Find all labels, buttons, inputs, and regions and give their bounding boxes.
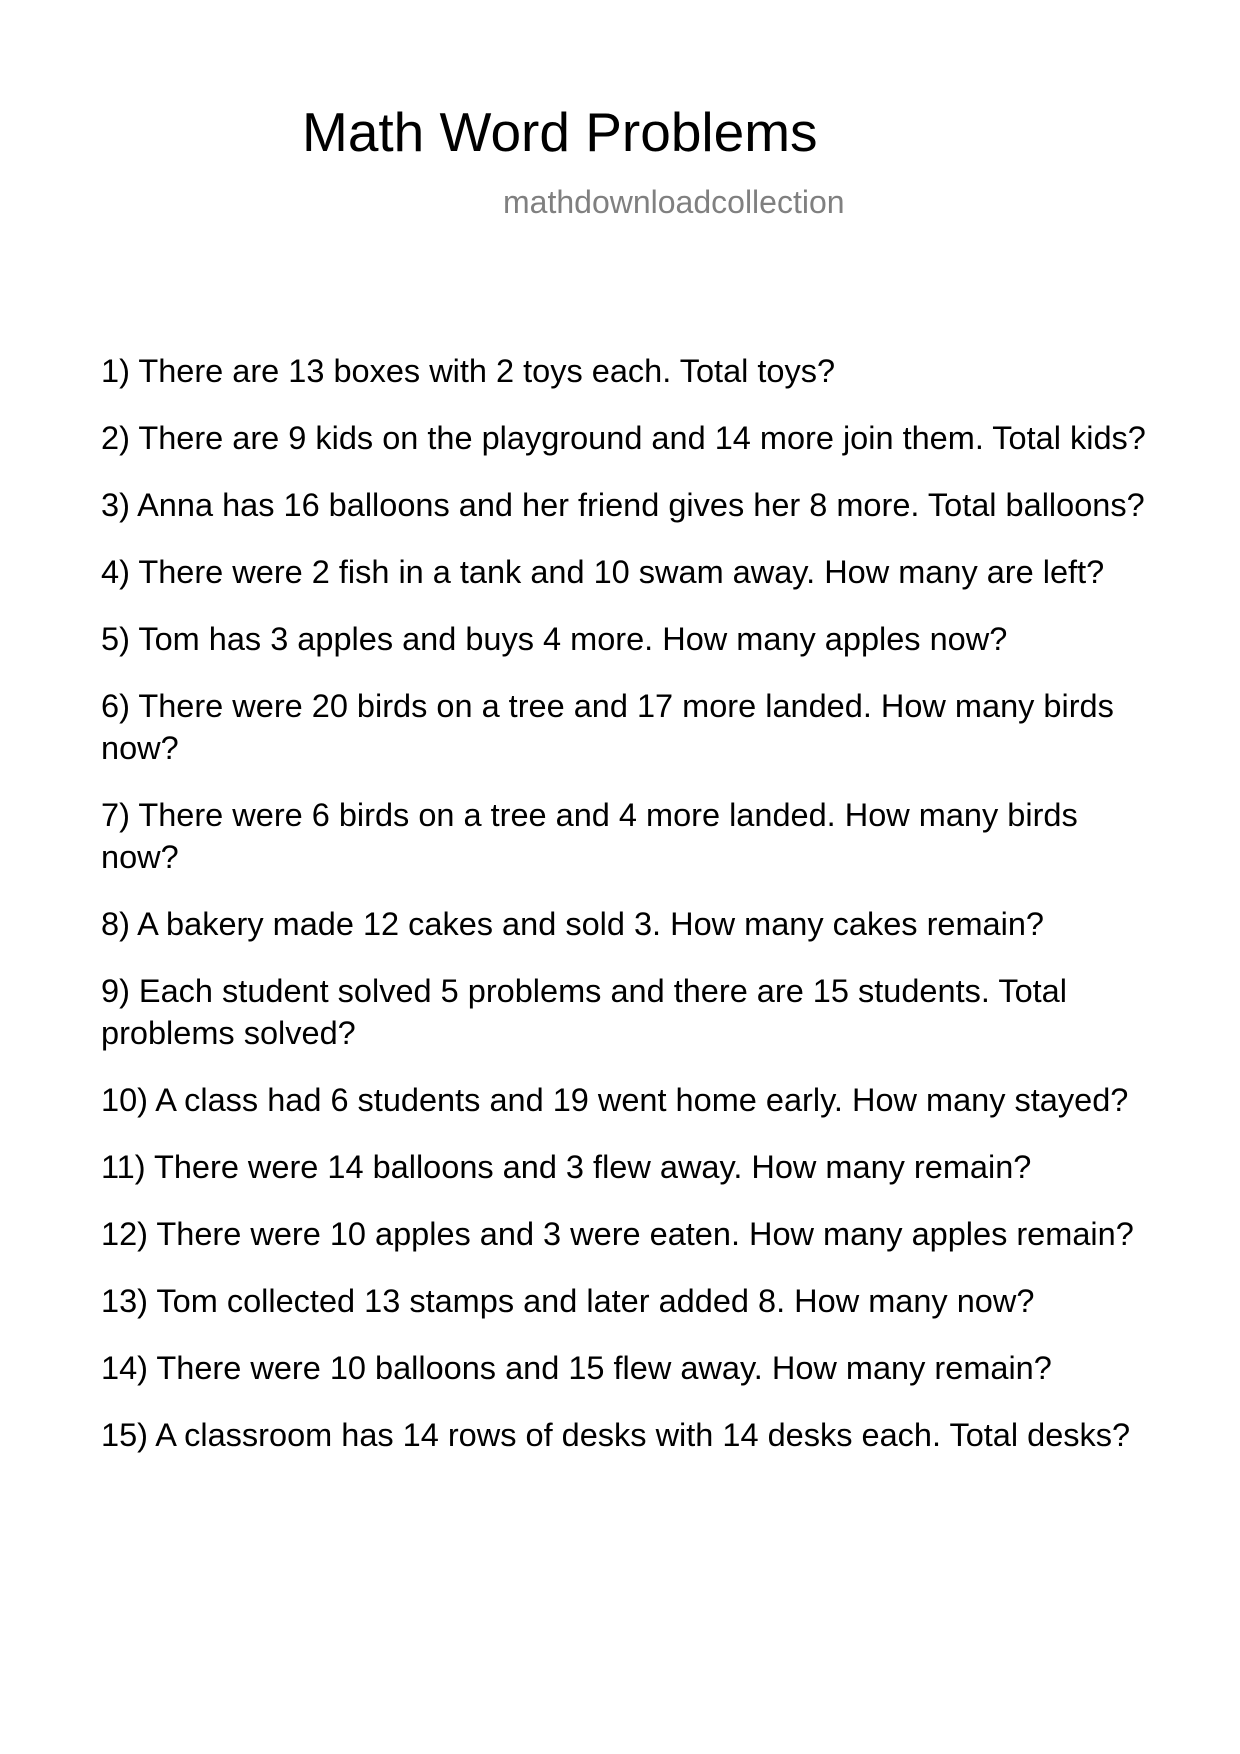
problem-item: 12) There were 10 apples and 3 were eaten. How many apples remain?	[101, 1216, 1134, 1252]
problem-item: 4) There were 2 fish in a tank and 10 swam away. How many are left?	[101, 554, 1105, 590]
page-subtitle: mathdownloadcollection	[503, 184, 845, 220]
problem-item: 5) Tom has 3 apples and buys 4 more. How many apples now?	[101, 621, 1008, 657]
problem-item: 6) There were 20 birds on a tree and 17 more landed. How many birds now?	[101, 688, 1114, 766]
problem-item: 10) A class had 6 students and 19 went home early. How many stayed?	[101, 1082, 1129, 1118]
problem-item: 2) There are 9 kids on the playground and 14 more join them. Total kids?	[101, 420, 1146, 456]
problem-item: 3) Anna has 16 balloons and her friend gives her 8 more. Total balloons?	[101, 487, 1145, 523]
problem-item: 11) There were 14 balloons and 3 flew away. How many remain?	[101, 1149, 1032, 1185]
problem-item: 15) A classroom has 14 rows of desks with 14 desks each. Total desks?	[101, 1417, 1131, 1453]
problem-item: 7) There were 6 birds on a tree and 4 more landed. How many birds now?	[101, 797, 1078, 875]
problem-item: 13) Tom collected 13 stamps and later added 8. How many now?	[101, 1283, 1035, 1319]
problem-list	[101, 350, 1161, 1481]
problem-item: 8) A bakery made 12 cakes and sold 3. How many cakes remain?	[101, 906, 1044, 942]
problem-item: 1) There are 13 boxes with 2 toys each. Total toys?	[101, 353, 836, 389]
problem-item: 9) Each student solved 5 problems and there are 15 students. Total problems solved?	[101, 973, 1067, 1051]
page-title: Math Word Problems	[302, 101, 818, 163]
problem-item: 14) There were 10 balloons and 15 flew away. How many remain?	[101, 1350, 1052, 1386]
